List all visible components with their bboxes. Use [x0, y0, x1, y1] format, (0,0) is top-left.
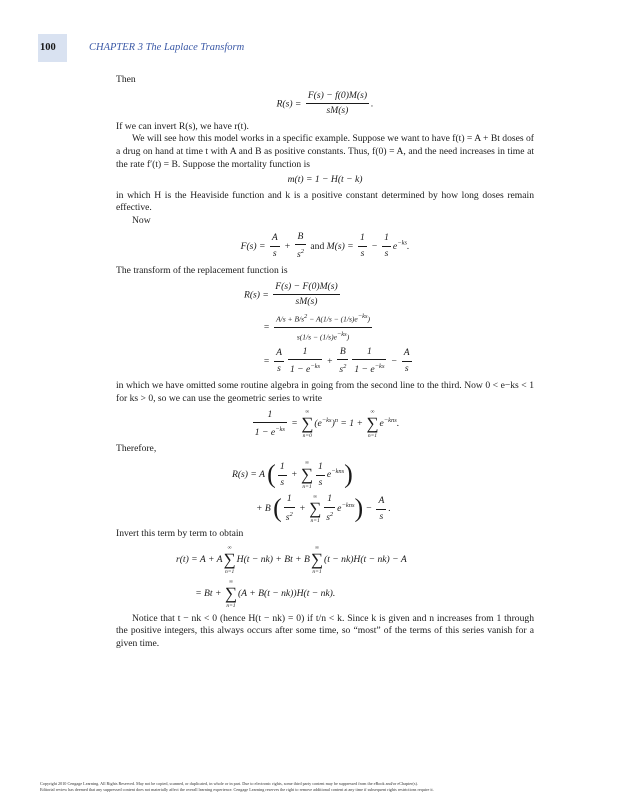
para-omitted-algebra: in which we have omitted some routine algebra in going from the second line to the third. Now 0 < e−ks < 1 for ks > 0, so we can use the geometric series to write	[116, 380, 534, 404]
para-invert-term: Invert this term by term to obtain	[116, 528, 244, 540]
equation-mortality: m(t) = 1 − H(t − k)	[287, 174, 363, 186]
page-header	[0, 0, 622, 60]
footer-line-1: Copyright 2010 Cengage Learning. All Rights Reserved. May not be copied, scanned, or duplicated, in whole or in part. Due to electronic rights, some third party content may be suppressed from the eBook and/or eChapter(s).	[40, 781, 418, 786]
footer-line-2: Editorial review has deemed that any suppressed content does not materially affect the overall learning experience. Cengage Learning reserves the right to remove additional content at any time if subsequent rights restrictions require it.	[40, 786, 434, 792]
equation-geometric-series: $\frac{1}{1 - e^{-ks}}$ = ∞ ∑ n=0 $(e^{-ks})^n = 1$ + ∞ ∑ n=1 $e^{-kns}$.	[254, 408, 400, 440]
para-now: Now	[132, 214, 151, 226]
equation-F-and-M: F(s) = $\frac{A}{s}$ + $\frac{B}{s^2}$ and M(s) = $\frac{1}{s}$ − $\frac{1}{s}$ $e^{-ks}$.	[240, 230, 410, 261]
equation-r-solution: r(t) = A + A ∞ ∑ n=1 H(t − nk) + Bt + B ∞ ∑ n=1 (t − nk)H(t − nk) − A = Bt + ∞ ∑ n=1 (A + B(t − nk))H(t − nk).	[176, 544, 407, 609]
page-number: 100	[40, 42, 56, 53]
para-invert: If we can invert R(s), we have r(t).	[116, 120, 249, 132]
para-then: Then	[116, 74, 136, 85]
para-heaviside: in which H is the Heaviside function and k is a positive constant determined by how long doses remain effective.	[116, 189, 534, 214]
para-therefore: Therefore,	[116, 443, 157, 455]
equation-R-definition: R(s) = $\frac{F(s) - f(0)M(s)}{sM(s)}$ .	[276, 89, 374, 117]
equation-R-derivation: R(s) = $\frac{F(s) - F(0)M(s)}{sM(s)}$ = $\frac{A/s + B/s^2 - A(1/s - (1/s)e^{-ks})}{s(1/s - (1/s)e^{-ks})}$ = $\frac{A}{s}$ $\frac{1}{1 - e^{-ks}}$ + $\frac{B}{s^2}$ $\frac{1}{1 - e^{-ks}}$ − $\frac{A}{s}$	[244, 280, 410, 376]
equation-R-series: R(s) = A ( $\frac{1}{s}$ + ∞ ∑ n=1 $\frac{1}{s}$ $e^{-kns}$) + B ( $\frac{1}{s^2}$ + ∞ ∑ n=1 $\frac{1}{s^2}$ $e^{-kns}$) − $\frac{A}{s}$ .	[232, 459, 391, 525]
para-transform-intro: The transform of the replacement function is	[116, 264, 288, 276]
chapter-title: CHAPTER 3 The Laplace Transform	[89, 42, 245, 53]
page-body	[116, 74, 534, 650]
copyright-footer	[40, 781, 600, 792]
para-example: We will see how this model works in a specific example. Suppose we want to have f(t) = A + Bt doses of a drug on hand at time t with A and B as positive constants. Thus, f(0) = A, and the need increases in time at the rate f′(t) = B. Suppose the mortality function is	[116, 133, 534, 170]
and-word: and	[310, 240, 325, 252]
para-notice: Notice that t − nk < 0 (hence H(t − nk) = 0) if t/n < k. Since k is given and n increases from 1 through the positive integers, this always occurs after some time, so “most” of the terms of this series vanish for a given time.	[116, 612, 534, 649]
